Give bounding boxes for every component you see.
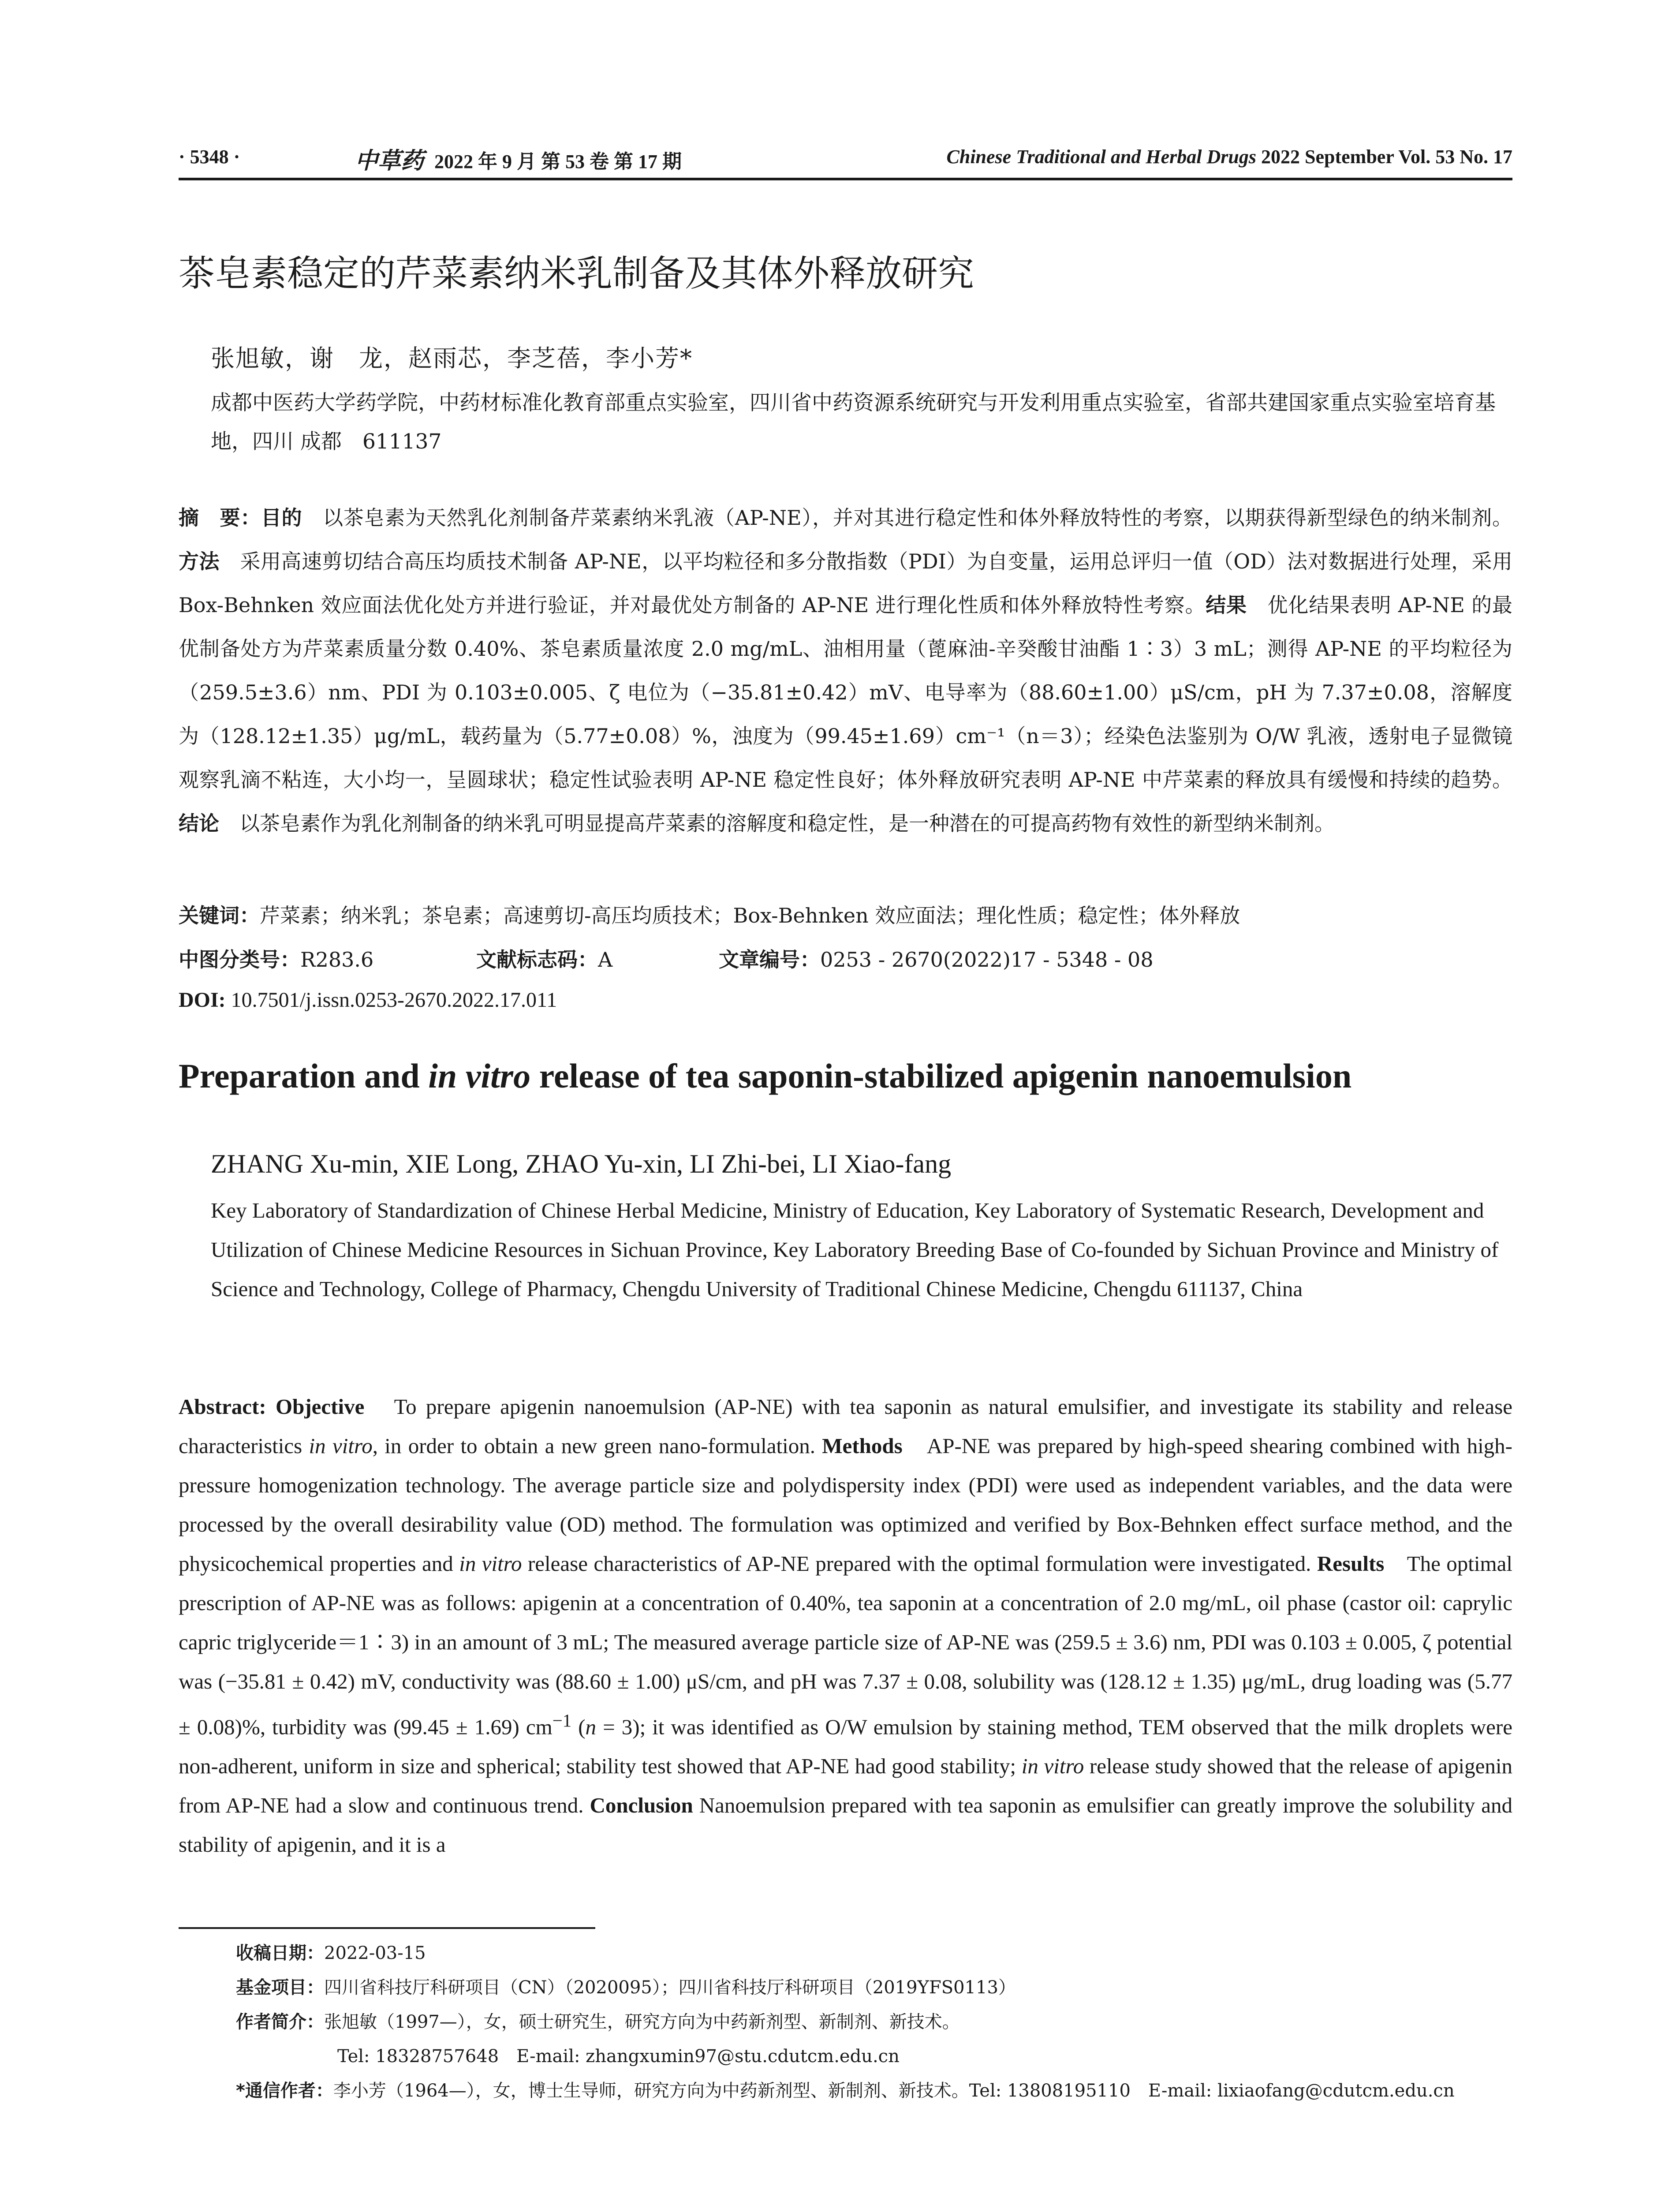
journal-info-en (947, 146, 1512, 168)
affiliation-cn: 成都中医药大学药学院，中药材标准化教育部重点实验室，四川省中药资源系统研究与开发利用重点实验室，省部共建国家重点实验室培育基地，四川 成都 611137 (211, 391, 1496, 454)
fund-label: 基金项目： (236, 1977, 324, 1998)
objective-text-cn: 以茶皂素为天然乳化剂制备芹菜素纳米乳液（AP-NE），并对其进行稳定性和体外释放特性的考察，以期获得新型绿色的纳米制剂。 (323, 506, 1513, 530)
abstract-label-en: Abstract: Objective (179, 1394, 365, 1419)
conclusion-en: Nanoemulsion prepared with tea saponin as emulsifier can greatly improve the solubility and stability of apigenin, and it is a (179, 1793, 1513, 1857)
corresponding-value: 李小芳（1964—），女，博士生导师，研究方向为中药新剂型、新制剂、新技术。Tel: 13808195110 E-mail: lixiaofang@cdutcm.edu.cn (333, 2081, 1455, 2101)
doc-code-value: A (598, 948, 613, 972)
title-en-part1: Preparation and (179, 1057, 429, 1095)
header-rule (179, 178, 1512, 180)
authors-en: ZHANG Xu-min, XIE Long, ZHAO Yu-xin, LI Zhi-bei, LI Xiao-fang (211, 1149, 952, 1178)
footnotes (236, 1936, 1515, 2108)
journal-name-cn: 中草药 (355, 149, 424, 174)
authors-cn: 张旭敏，谢 龙，赵雨芯，李芝蓓，李小芳* (211, 344, 693, 372)
methods-en-1: AP-NE was prepared by high-speed shearing combined with high-pressure homogenization technology. The average particle size and polydispersity index (PDI) were used as independent variables, and the data were processed by the overall desirability value (OD) method. The formulation was optimized and verified by Box-Behnken effect surface method, and the physicochemical properties and (179, 1434, 1513, 1576)
doc-code-group (476, 944, 612, 973)
results-en-n: n (585, 1715, 597, 1739)
abstract-cn (179, 496, 1512, 845)
issue-info-cn: 2022 年 9 月 第 53 卷 第 17 期 (434, 151, 682, 172)
objective-en-1: To prepare apigenin nanoemulsion (AP-NE) with tea saponin as natural emulsifier, and investigate its stability and release characteristics (179, 1394, 1512, 1458)
conclusion-text-cn: 以茶皂素作为乳化剂制备的纳米乳可明显提高芹菜素的溶解度和稳定性，是一种潜在的可提高药物有效性的新型纳米制剂。 (239, 811, 1335, 835)
fund-value: 四川省科技厅科研项目（CN）（2020095）；四川省科技厅科研项目（2019YFS0113） (324, 1977, 1016, 1998)
methods-text-cn: 采用高速剪切结合高压均质技术制备 AP-NE，以平均粒径和多分散指数（PDI）为自变量，运用总评归一值（OD）法对数据进行处理，采用 Box-Behnken 效应面法优化处方并进行验证，并对最优处方制备的 AP-NE 进行理化性质和体外释放特性考察。 (179, 549, 1513, 617)
objective-label-cn: 目的 (261, 506, 302, 530)
affiliation-en: Key Laboratory of Standardization of Chinese Herbal Medicine, Ministry of Education, Key Laboratory of Systematic Research, Development and Utilization of Chinese Medicine Resources in Sichuan Province, Key Laboratory Breeding Base of Co-founded by Sichuan Province and Ministry of Science and Technology, College of Pharmacy, Chengdu University of Traditional Chinese Medicine, Chengdu 611137, China (211, 1198, 1499, 1301)
objective-en-2: , in order to obtain a new green nano-formulation. (372, 1434, 815, 1458)
page-number: · 5348 · (179, 146, 240, 168)
clc-group (179, 948, 373, 972)
running-header (179, 141, 1512, 176)
abstract-en (179, 1387, 1512, 1864)
footnote-fund (236, 1970, 1515, 2005)
received-label: 收稿日期： (236, 1943, 324, 1963)
author-value: 张旭敏（1997—），女，硕士研究生，研究方向为中药新剂型、新制剂、新技术。 (324, 2012, 960, 2032)
author-label: 作者简介： (236, 2012, 324, 2032)
article-title-cn: 茶皂素稳定的芹菜素纳米乳制备及其体外释放研究 (179, 253, 974, 295)
title-en-part2: release of tea saponin-stabilized apigenin nanoemulsion (530, 1057, 1352, 1095)
in-vitro-2: in vitro (459, 1551, 522, 1576)
issue-info-en: 2022 September Vol. 53 No. 17 (1261, 146, 1512, 168)
doi-label: DOI: (179, 988, 226, 1012)
footnote-received (236, 1936, 1515, 1970)
journal-name-en: Chinese Traditional and Herbal Drugs (946, 146, 1257, 168)
footnote-author-contact: Tel: 18328757648 E-mail: zhangxumin97@stu.cdutcm.edu.cn (337, 2046, 900, 2067)
doc-code-label: 文献标志码： (476, 948, 598, 972)
results-en-4: release study showed that the release of apigenin from AP-NE had a slow and continuous trend. (179, 1754, 1512, 1818)
abstract-label-cn: 摘 要： (179, 506, 261, 530)
results-text-cn: 优化结果表明 AP-NE 的最优制备处方为芹菜素质量分数 0.40%、茶皂素质量浓度 2.0 mg/mL、油相用量（蓖麻油-辛癸酸甘油酯 1∶3）3 mL；测得 AP-NE 的平均粒径为（259.5±3.6）nm、PDI 为 0.103±0.005、ζ 电位为（−35.81±0.42）mV、电导率为（88.60±1.00）μS/cm，pH 为 7.37±0.08，溶解度为（128.12±1.35）μg/mL，载药量为（5.77±0.08）%，浊度为（99.45±1.69）cm⁻¹（n＝3）；经染色法鉴别为 O/W 乳液，透射电子显微镜观察乳滴不粘连，大小均一，呈圆球状；稳定性试验表明 AP-NE 稳定性良好；体外释放研究表明 AP-NE 中芹菜素的释放具有缓慢和持续的趋势。 (179, 593, 1513, 792)
conclusion-label-en: Conclusion (590, 1793, 693, 1818)
clc-label: 中图分类号： (179, 948, 300, 972)
doi-line (179, 988, 557, 1012)
methods-label-en: Methods (822, 1434, 903, 1458)
article-number-value: 0253 - 2670(2022)17 - 5348 - 08 (820, 948, 1154, 972)
in-vitro-3: in vitro (1021, 1754, 1084, 1779)
results-en-sup: −1 (552, 1711, 572, 1730)
methods-label-cn: 方法 (179, 549, 220, 573)
classification-line (179, 944, 1154, 973)
article-number-group (719, 944, 1154, 973)
article-number-label: 文章编号： (719, 948, 820, 972)
article-title-en (179, 1056, 1351, 1096)
doi-value[interactable]: 10.7501/j.issn.0253-2670.2022.17.011 (231, 988, 557, 1012)
footnote-rule (179, 1927, 595, 1929)
keywords-cn (179, 900, 1240, 929)
results-en-2: ( (571, 1715, 586, 1739)
title-en-italic: in vitro (428, 1057, 531, 1095)
footnote-corresponding (236, 2074, 1515, 2108)
results-label-cn: 结果 (1206, 593, 1247, 617)
results-en-1: The optimal prescription of AP-NE was as follows: apigenin at a concentration of 0.40%, tea saponin at a concentration of 2.0 mg/mL, oil phase (castor oil: caprylic capric triglyceride＝1∶3) in an amount of 3 mL; The measured average particle size of AP-NE was (259.5 ± 3.6) nm, PDI was 0.103 ± 0.005, ζ potential was (−35.81 ± 0.42) mV, conductivity was (88.60 ± 1.00) μS/cm, and pH was 7.37 ± 0.08, solubility was (128.12 ± 1.35) μg/mL, drug loading was (5.77 ± 0.08)%, turbidity was (99.45 ± 1.69) cm (179, 1551, 1513, 1739)
results-label-en: Results (1317, 1551, 1385, 1576)
clc-value: R283.6 (300, 948, 374, 972)
footnote-author (236, 2005, 1515, 2039)
keywords-text: 芹菜素；纳米乳；茶皂素；高速剪切-高压均质技术；Box-Behnken 效应面法；理化性质；稳定性；体外释放 (260, 904, 1240, 927)
conclusion-label-cn: 结论 (179, 811, 219, 835)
keywords-label: 关键词： (179, 904, 260, 927)
received-value: 2022-03-15 (324, 1943, 426, 1963)
in-vitro-1: in vitro (309, 1434, 373, 1458)
corresponding-label: *通信作者： (236, 2081, 333, 2101)
results-en-3: = 3); it was identified as O/W emulsion by staining method, TEM observed that the milk droplets were non-adherent, uniform in size and spherical; stability test showed that AP-NE had good stability; (179, 1715, 1512, 1779)
methods-en-2: release characteristics of AP-NE prepared with the optimal formulation were investigated. (522, 1551, 1311, 1576)
